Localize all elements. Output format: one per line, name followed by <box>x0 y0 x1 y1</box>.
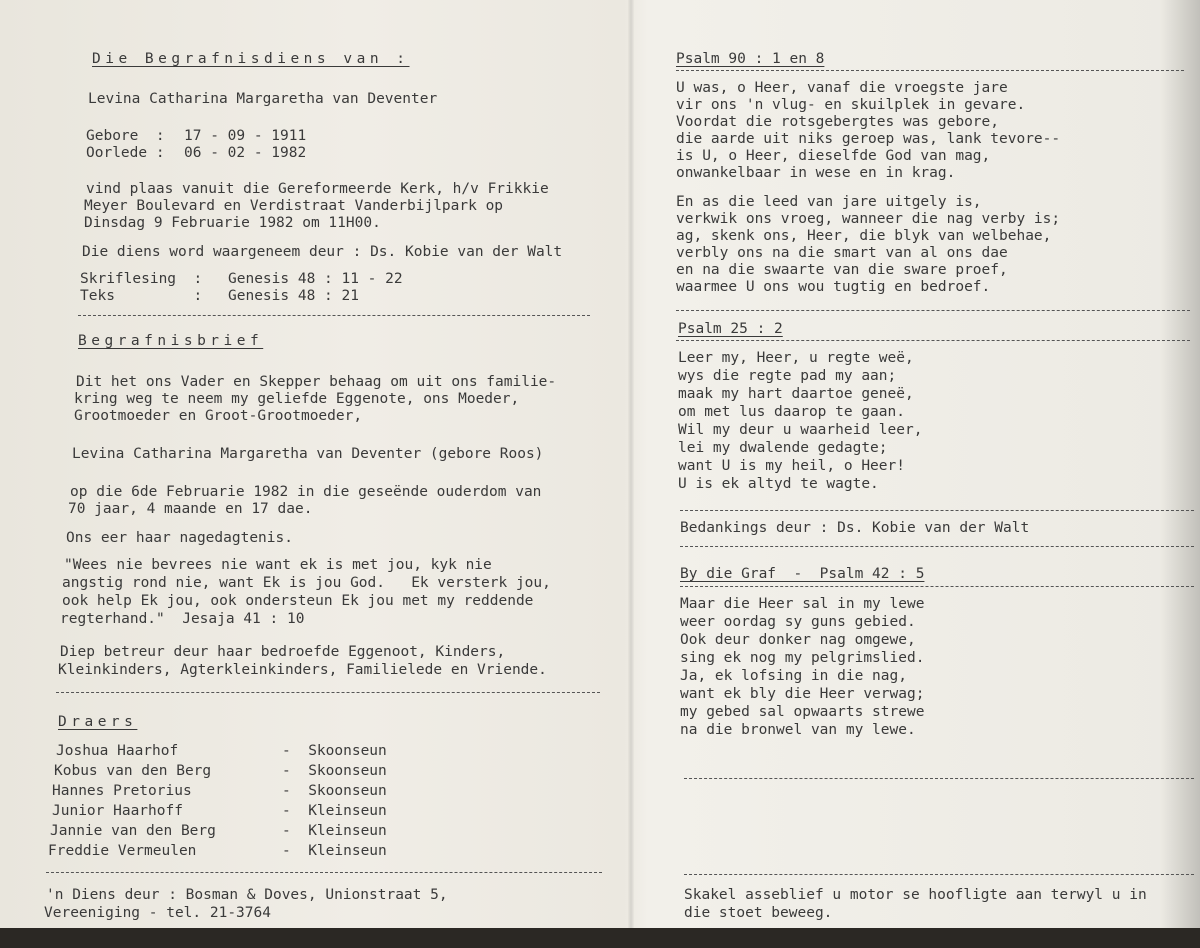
text-label: Teks : <box>80 288 203 304</box>
divider <box>684 778 1194 779</box>
letter-deceased-name: Levina Catharina Margaretha van Deventer (gebore Roos) <box>72 446 544 462</box>
bearer-name: Junior Haarhoff <box>52 803 183 819</box>
verse-line: regterhand." Jesaja 41 : 10 <box>60 611 305 627</box>
psalm90-line: verbly ons na die smart van al ons dae <box>676 245 1008 261</box>
psalm25-line: U is ek altyd te wagte. <box>678 476 879 492</box>
divider <box>680 510 1194 511</box>
venue-line: Meyer Boulevard en Verdistraat Vanderbijlpark op <box>84 198 504 214</box>
psalm25-line: wys die regte pad my aan; <box>678 368 897 384</box>
psalm90-line: waarmee U ons wou tugtig en bedroef. <box>676 279 991 295</box>
letter-date-line: op die 6de Februarie 1982 in die geseënde ouderdom van <box>70 484 542 500</box>
venue-line: Dinsdag 9 Februarie 1982 om 11H00. <box>84 215 381 231</box>
psalm25-line: lei my dwalende gedagte; <box>678 440 888 456</box>
mourners-line: Diep betreur deur haar bedroefde Eggenoot, Kinders, <box>60 644 506 660</box>
psalm42-line: want ek bly die Heer verwag; <box>680 686 925 702</box>
reading-label: Skriflesing : <box>80 271 203 287</box>
died-label: Oorlede : <box>86 145 165 161</box>
psalm90-line: die aarde uit niks geroep was, lank tevore-- <box>676 131 1061 147</box>
mourners-line: Kleinkinders, Agterkleinkinders, Familielede en Vriende. <box>58 662 547 678</box>
psalm90-line: Voordat die rotsgebergtes was gebore, <box>676 114 1000 130</box>
bearer-relation: - Skoonseun <box>282 743 387 759</box>
bearer-name: Joshua Haarhof <box>56 743 179 759</box>
background-surface <box>0 928 1200 948</box>
page-shadow <box>1160 0 1200 940</box>
divider <box>680 586 1194 587</box>
bearer-name: Kobus van den Berg <box>54 763 212 779</box>
psalm42-line: weer oordag sy guns gebied. <box>680 614 916 630</box>
psalm90-line: En as die leed van jare uitgely is, <box>676 194 982 210</box>
bearer-relation: - Skoonseun <box>282 763 387 779</box>
psalm90-line: U was, o Heer, vanaf die vroegste jare <box>676 80 1008 96</box>
divider <box>46 872 602 873</box>
psalm42-line: na die bronwel van my lewe. <box>680 722 916 738</box>
divider <box>684 874 1194 875</box>
verse-line: "Wees nie bevrees nie want ek is met jou, kyk nie <box>64 557 492 573</box>
bearers-heading: Draers <box>58 714 138 730</box>
died-date: 06 - 02 - 1982 <box>184 145 307 161</box>
psalm90-line: ag, skenk ons, Heer, die blyk van welbehae, <box>676 228 1052 244</box>
psalm25-line: Wil my deur u waarheid leer, <box>678 422 923 438</box>
divider <box>676 310 1190 311</box>
text-value: Genesis 48 : 21 <box>228 288 359 304</box>
deceased-name: Levina Catharina Margaretha van Deventer <box>88 91 438 107</box>
closing-line: die stoet beweeg. <box>684 905 833 921</box>
psalm42-line: Maar die Heer sal in my lewe <box>680 596 925 612</box>
psalm42-line: my gebed sal opwaarts strewe <box>680 704 925 720</box>
divider <box>676 70 1184 71</box>
psalm42-line: sing ek nog my pelgrimslied. <box>680 650 925 666</box>
psalm25-line: maak my hart daartoe geneë, <box>678 386 914 402</box>
letter-line: kring weg te neem my geliefde Eggenote, ons Moeder, <box>74 391 520 407</box>
divider <box>78 315 590 316</box>
bearer-name: Hannes Pretorius <box>52 783 192 799</box>
divider <box>676 340 1190 341</box>
verse-line: ook help Ek jou, ook ondersteun Ek jou met my reddende <box>62 593 534 609</box>
letter-heading: Begrafnisbrief <box>78 333 264 349</box>
psalm42-line: Ja, ek lofsing in die nag, <box>680 668 907 684</box>
letter-date-line: 70 jaar, 4 maande en 17 dae. <box>68 501 313 517</box>
born-date: 17 - 09 - 1911 <box>184 128 307 144</box>
psalm25-line: Leer my, Heer, u regte weë, <box>678 350 914 366</box>
psalm90-line: en na die swaarte van die sware proef, <box>676 262 1008 278</box>
divider <box>680 546 1194 547</box>
thanks-line: Bedankings deur : Ds. Kobie van der Walt <box>680 520 1030 536</box>
officiant-line: Die diens word waargeneem deur : Ds. Kobie van der Walt <box>82 244 563 260</box>
venue-line: vind plaas vanuit die Gereformeerde Kerk, h/v Frikkie <box>86 181 549 197</box>
bearer-name: Jannie van den Berg <box>50 823 216 839</box>
bearer-relation: - Kleinseun <box>282 823 387 839</box>
service-heading: Die Begrafnisdiens van : <box>92 51 410 67</box>
bearer-relation: - Kleinseun <box>282 803 387 819</box>
letter-line: Dit het ons Vader en Skepper behaag om uit ons familie- <box>76 374 557 390</box>
psalm25-line: om met lus daarop te gaan. <box>678 404 905 420</box>
psalm25-heading: Psalm 25 : 2 <box>678 321 783 337</box>
letter-line: Grootmoeder en Groot-Grootmoeder, <box>74 408 363 424</box>
grave-heading: By die Graf - Psalm 42 : 5 <box>680 566 925 582</box>
psalm42-line: Ook deur donker nag omgewe, <box>680 632 916 648</box>
psalm90-line: verkwik ons vroeg, wanneer die nag verby is; <box>676 211 1061 227</box>
psalm90-line: vir ons 'n vlug- en skuilplek in gevare. <box>676 97 1026 113</box>
psalm90-line: onwankelbaar in wese en in krag. <box>676 165 956 181</box>
undertaker-line: Vereeniging - tel. 21-3764 <box>44 905 271 921</box>
psalm90-heading: Psalm 90 : 1 en 8 <box>676 51 825 67</box>
bearer-relation: - Skoonseun <box>282 783 387 799</box>
closing-line: Skakel asseblief u motor se hoofligte aan terwyl u in <box>684 887 1147 903</box>
honour-line: Ons eer haar nagedagtenis. <box>66 530 293 546</box>
psalm90-line: is U, o Heer, dieselfde God van mag, <box>676 148 991 164</box>
bearer-name: Freddie Vermeulen <box>48 843 197 859</box>
page-fold <box>628 0 634 940</box>
verse-line: angstig rond nie, want Ek is jou God. Ek versterk jou, <box>62 575 551 591</box>
reading-value: Genesis 48 : 11 - 22 <box>228 271 403 287</box>
divider <box>56 692 600 693</box>
undertaker-line: 'n Diens deur : Bosman & Doves, Unionstraat 5, <box>46 887 448 903</box>
bearer-relation: - Kleinseun <box>282 843 387 859</box>
born-label: Gebore : <box>86 128 165 144</box>
psalm25-line: want U is my heil, o Heer! <box>678 458 905 474</box>
